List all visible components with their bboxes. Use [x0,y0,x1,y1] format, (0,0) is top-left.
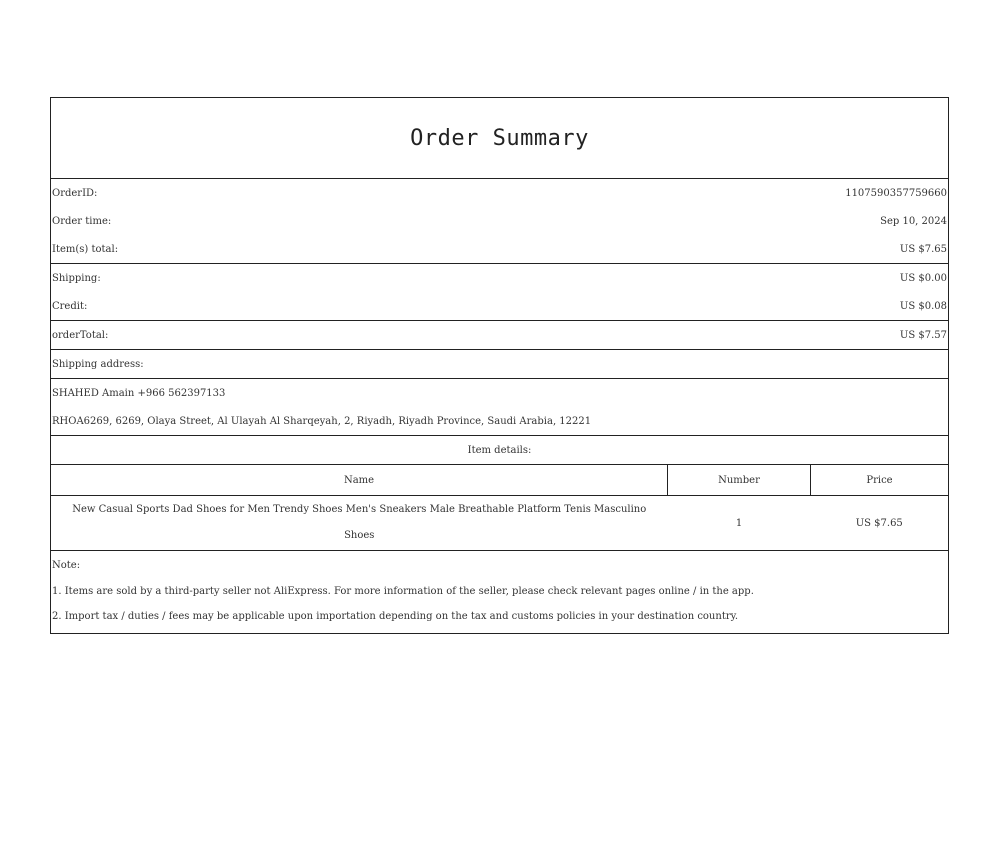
credit-label: Credit: [52,300,88,312]
items-table [51,465,948,550]
column-header-name: Name [51,465,668,496]
credit-value: US $0.08 [899,300,947,312]
order-total-group [51,321,948,350]
address-line: RHOA6269, 6269, Olaya Street, Al Ulayah Al Sharqeyah, 2, Riyadh, Riyadh Province, Saudi Arabia, 12221 [52,415,592,427]
items-total-value: US $7.65 [899,243,947,255]
shipping-value: US $0.00 [899,272,947,284]
item-number-cell: 1 [735,517,743,529]
shipping-address-block [51,379,948,436]
order-id-value: 1107590357759660 [845,187,947,199]
credit-row [51,292,948,320]
column-header-number: Number [668,465,811,496]
order-info-group [51,179,948,264]
order-total-label: orderTotal: [52,329,109,341]
note-line-1: 1. Items are sold by a third-party seller not AliExpress. For more information of the seller, please check relevant pages online / in the app. [52,585,754,597]
items-total-row [51,235,948,263]
items-table-header [51,465,948,496]
order-total-row [51,321,948,349]
order-time-row [51,207,948,235]
order-summary-sheet [50,97,949,634]
item-price-cell: US $7.65 [855,517,903,529]
notes-block [51,550,948,633]
order-total-value: US $7.57 [899,329,947,341]
note-line-2: 2. Import tax / duties / fees may be applicable upon importation depending on the tax and customs policies in your destination country. [52,611,739,623]
page-title: Order Summary [410,125,589,151]
order-id-label: OrderID: [52,187,98,199]
column-header-price: Price [811,465,949,496]
order-id-row [51,179,948,207]
recipient-name-phone: SHAHED Amain +966 562397133 [52,387,226,399]
shipping-row [51,264,948,292]
note-label: Note: [52,560,81,572]
order-time-label: Order time: [52,215,112,227]
item-details-heading: Item details: [51,436,948,465]
table-row [51,496,948,551]
items-total-label: Item(s) total: [52,243,119,255]
order-time-value: Sep 10, 2024 [880,215,947,227]
shipping-address-heading [51,350,948,379]
charges-group [51,264,948,321]
shipping-label: Shipping: [52,272,101,284]
shipping-address-label: Shipping address: [52,358,144,370]
title-row [51,98,948,179]
item-name-cell: New Casual Sports Dad Shoes for Men Trendy Shoes Men's Sneakers Male Breathable Platform Tenis Masculino Shoes [72,504,647,541]
